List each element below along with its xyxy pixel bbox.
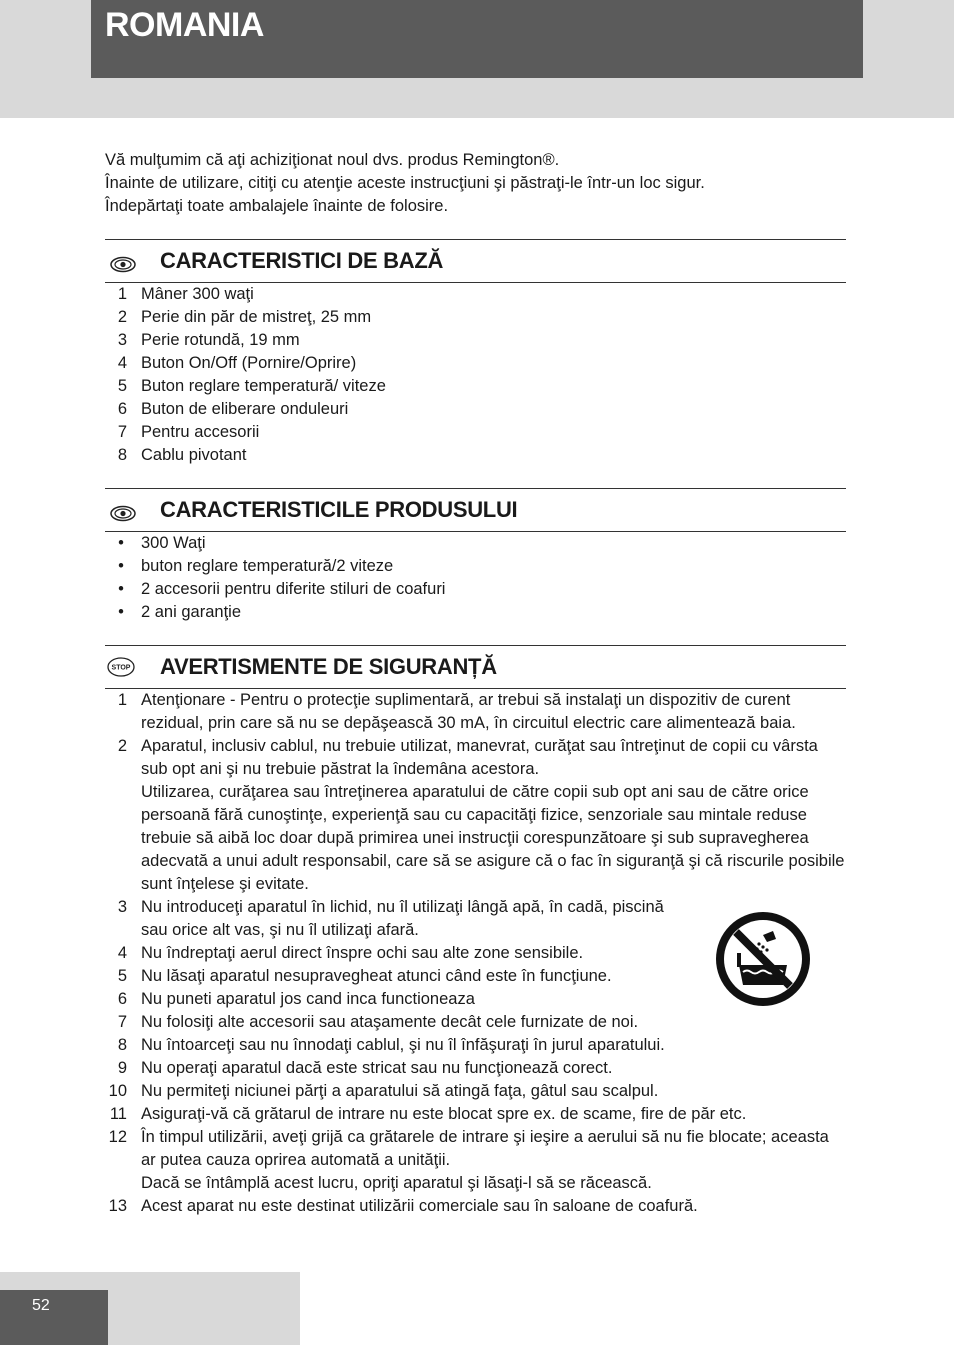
item-text: Nu întoarceţi sau nu înnodaţi cablul, şi nu îl înfăşuraţi în jurul aparatului. [141,1036,665,1054]
item-number: 1 [117,691,127,709]
item-text: Atenţionare - Pentru o protecţie suplimentară, ar trebui să instalaţi un dispozitiv de curent rezidual, prin care să nu se depăşească 30 mA, în circuitul electric care alimentează baia. [141,691,796,732]
list-item [105,735,846,896]
item-number: 4 [117,354,127,372]
stop-icon [107,657,135,677]
item-number: 4 [117,944,127,962]
item-text: În timpul utilizării, aveţi grijă ca grătarele de intrare şi ieşire a aerului să nu fie blocate; aceasta ar putea cauza oprirea automată a unităţii. [141,1128,829,1169]
intro [105,149,846,218]
list-item [105,1080,846,1103]
item-text: Mâner 300 waţi [141,285,254,303]
eye-icon [110,256,136,273]
item-text: 300 Waţi [141,534,206,552]
item-text: Pentru accesorii [141,423,260,441]
item-number: 8 [117,1036,127,1054]
intro-line: Vă mulţumim că aţi achiziţionat noul dvs. produs Remington®. [105,151,560,169]
list-item [105,421,846,444]
item-text: buton reglare temperatură/2 viteze [141,557,394,575]
section-header-basic [105,239,846,283]
item-text: Buton On/Off (Pornire/Oprire) [141,354,357,372]
item-number: 5 [117,377,127,395]
item-text: Nu operaţi aparatul dacă este stricat sau nu funcţionează corect. [141,1059,613,1077]
item-text: Nu folosiţi alte accesorii sau ataşamente decât cele furnizate de noi. [141,1013,639,1031]
list-item [105,1126,846,1195]
list-item [105,306,846,329]
item-number: 3 [117,331,127,349]
item-number: 8 [117,446,127,464]
item-text: Nu îndreptaţi aerul direct înspre ochi sau alte zone sensibile. [141,944,584,962]
item-text: Perie rotundă, 19 mm [141,331,300,349]
list-item [105,555,846,578]
item-text: Buton reglare temperatură/ viteze [141,377,386,395]
section-header-safety [105,645,846,689]
list-item [105,532,846,555]
list-item [105,988,846,1011]
bullet: • [118,557,124,575]
item-text: Cablu pivotant [141,446,247,464]
stop-icon-label: STOP [111,664,131,672]
intro-line: Îndepărtaţi toate ambalajele înainte de folosire. [105,197,449,215]
list-item [105,352,846,375]
bullet: • [118,580,124,598]
section-title: CARACTERISTICI DE BAZĂ [160,248,444,273]
list-item [105,942,846,965]
intro-line: Înainte de utilizare, citiţi cu atenţie aceste instrucţiuni şi păstraţi-le într-un loc sigur. [105,174,705,192]
item-text: Buton de eliberare onduleuri [141,400,349,418]
section-title: CARACTERISTICILE PRODUSULUI [160,497,518,522]
list-item [105,578,846,601]
content [105,149,846,1218]
item-number: 7 [117,1013,127,1031]
item-text: Utilizarea, curăţarea sau întreţinerea aparatului de către copii sub opt ani sau de către orice persoană fără cunoştinţe, experienţă sau cu capacităţi fizice, senzoriale sau mintale reduse trebuie să aibă loc doar după primirea unei instrucţii corespunzătoare şi sub supravegherea adecvată a unui adult responsabil, care să se asigure că o fac în siguranţă şi că riscurile posibile sunt înţelese şi evitate. [141,783,845,893]
item-number: 1 [117,285,127,303]
item-number: 13 [108,1197,127,1215]
product-features-list [105,532,846,624]
list-item [105,398,846,421]
item-number: 9 [117,1059,127,1077]
item-text: Acest aparat nu este destinat utilizării comerciale sau în saloane de coafură. [141,1197,698,1215]
basic-features-list [105,283,846,467]
page-number: 52 [32,1297,50,1314]
item-number: 12 [108,1128,127,1146]
item-text: Nu permiteţi niciunei părţi a aparatului să atingă faţa, gâtul sau scalpul. [141,1082,659,1100]
list-item [105,1195,846,1218]
list-item [105,1057,846,1080]
list-item [105,1103,846,1126]
page-title: ROMANIA [105,6,264,44]
item-text: 2 ani garanţie [141,603,241,621]
item-number: 11 [109,1105,127,1123]
item-text: 2 accesorii pentru diferite stiluri de coafuri [141,580,446,598]
list-item [105,329,846,352]
safety-warnings [105,689,846,1218]
item-text: Nu puneti aparatul jos cand inca functioneaza [141,990,475,1008]
page-number-box [0,1290,108,1345]
item-number: 2 [117,308,127,326]
list-item [105,965,846,988]
item-text: Dacă se întâmplă acest lucru, opriţi aparatul şi lăsaţi-l să se răcească. [141,1174,652,1192]
item-number: 10 [108,1082,127,1100]
list-item [105,1034,846,1057]
item-number: 6 [117,990,127,1008]
list-item [105,689,846,735]
list-item [105,601,846,624]
item-number: 5 [117,967,127,985]
item-number: 2 [117,737,127,755]
list-item [105,375,846,398]
item-number: 3 [117,898,127,916]
item-text: Nu introduceţi aparatul în lichid, nu îl utilizaţi lângă apă, în cadă, piscină sau orice alt vas, şi nu îl utilizaţi afară. [141,898,664,939]
title-bar [91,0,863,78]
safety-warnings-list [105,689,846,1218]
item-text: Aparatul, inclusiv cablul, nu trebuie utilizat, manevrat, curăţat sau întreţinut de copii cu vârsta sub opt ani şi nu trebuie păstrat la îndemâna acestora. [141,737,818,778]
item-number: 6 [117,400,127,418]
bullet: • [118,534,124,552]
list-item [105,1011,846,1034]
item-text: Perie din păr de mistreţ, 25 mm [141,308,372,326]
list-item [105,283,846,306]
bullet: • [118,603,124,621]
section-title: AVERTISMENTE DE SIGURANȚĂ [160,654,497,679]
list-item [105,896,846,942]
eye-icon [110,505,136,522]
item-text: Nu lăsaţi aparatul nesupravegheat atunci când este în funcţiune. [141,967,612,985]
list-item [105,444,846,467]
item-text: Asiguraţi-vă că grătarul de intrare nu este blocat spre ex. de scame, fire de păr etc. [141,1105,747,1123]
section-header-product [105,488,846,532]
item-number: 7 [117,423,127,441]
